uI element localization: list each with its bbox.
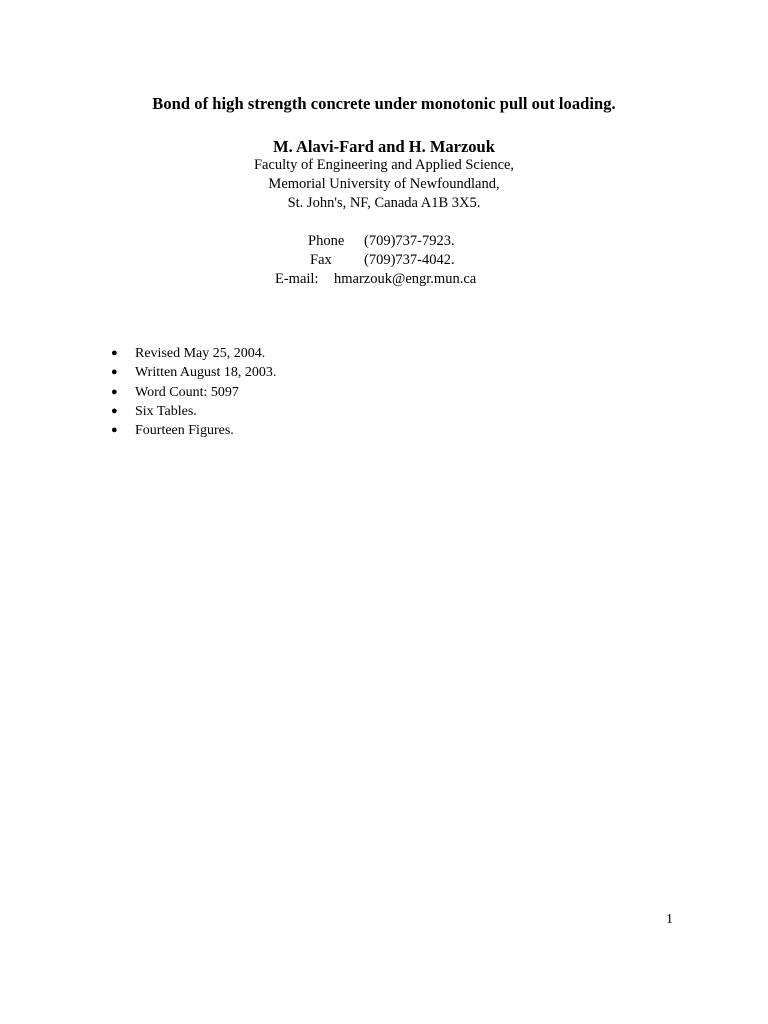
paper-title: Bond of high strength concrete under monotonic pull out loading. [152,94,616,113]
note-text: Six Tables. [135,403,197,419]
affiliation-line: Memorial University of Newfoundland, [268,176,500,192]
email-row [0,271,768,291]
bullet-icon: ● [111,424,118,437]
bullet-icon: ● [111,385,118,398]
list-item [111,344,276,363]
affiliation-line: Faculty of Engineering and Applied Science, [253,157,515,173]
phone-label: Phone [308,233,345,249]
page-number: 1 [666,912,673,927]
note-text: Fourteen Figures. [135,423,234,439]
list-item [111,402,276,421]
fax-row [0,252,768,272]
fax-number: (709)737-4042. [364,252,455,268]
email-label: E-mail: [275,271,319,287]
affiliation-line: St. John's, NF, Canada A1B 3X5. [287,195,481,211]
bullet-icon: ● [111,366,118,379]
phone-number: (709)737-7923. [364,233,455,249]
list-item [111,421,276,440]
list-item [111,363,276,382]
phone-row [0,233,768,253]
list-item [111,383,276,402]
author-line: M. Alavi-Fard and H. Marzouk [273,137,495,156]
bullet-icon: ● [111,404,118,417]
email-address: hmarzouk@engr.mun.ca [334,271,477,287]
bullet-icon: ● [111,347,118,359]
note-text: Revised May 25, 2004. [135,346,266,361]
fax-label: Fax [310,252,332,268]
note-text: Word Count: 5097 [135,384,239,400]
note-text: Written August 18, 2003. [135,365,277,381]
submission-notes-list [111,344,276,440]
